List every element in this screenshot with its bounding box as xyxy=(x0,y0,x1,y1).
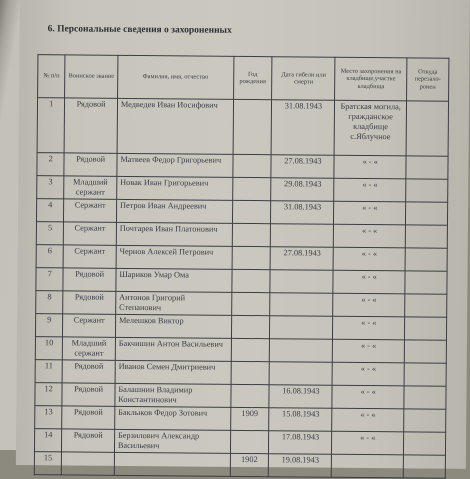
burial-place-cell xyxy=(332,454,404,478)
reburied-from-cell xyxy=(406,156,448,179)
full-name-cell: Антонов Григорий Степанович xyxy=(116,291,232,315)
table-body xyxy=(34,98,448,479)
paper-sheet xyxy=(16,0,470,469)
reburied-from-cell xyxy=(405,248,447,271)
birth-year-cell xyxy=(230,384,269,407)
table-row xyxy=(37,98,448,157)
full-name-cell: Бакчишин Антон Васильевич xyxy=(115,337,231,361)
table-header-row xyxy=(38,55,449,102)
full-name-cell: Новак Иван Григорьевич xyxy=(117,176,233,200)
full-name-cell: Балашнин Владимир Константинович xyxy=(115,383,231,407)
burial-place-cell: « - « xyxy=(333,293,405,317)
row-number-cell: 9 xyxy=(35,314,63,337)
row-number-cell: 5 xyxy=(36,222,64,245)
military-rank-cell: Младший сержант xyxy=(64,176,117,199)
row-number-cell: 6 xyxy=(36,245,64,268)
full-name-cell xyxy=(114,452,230,476)
full-name-cell: Баклыков Федор Зотович xyxy=(115,406,231,430)
birth-year-cell xyxy=(233,99,272,154)
burial-place-cell: Братская могила, гражданское кладбище с.Яблучное xyxy=(335,100,407,156)
military-rank-cell: Младший сержант xyxy=(63,337,116,360)
military-rank-cell xyxy=(62,452,115,475)
row-number-cell: 11 xyxy=(35,360,63,383)
burial-records-table xyxy=(34,54,450,479)
birth-year-cell xyxy=(232,200,271,223)
birth-year-cell xyxy=(232,223,271,246)
birth-year-cell: 1902 xyxy=(230,453,269,476)
column-header: Фамилия, имя, отчество xyxy=(117,55,233,99)
birth-year-cell xyxy=(231,315,270,338)
column-header: Дата гибели или смерти xyxy=(272,57,335,101)
row-number-cell: 3 xyxy=(37,176,65,199)
row-number-cell: 7 xyxy=(36,268,64,291)
burial-place-cell: « - « xyxy=(334,178,406,202)
reburied-from-cell xyxy=(404,409,446,432)
military-rank-cell: Рядовой xyxy=(64,153,117,176)
reburied-from-cell xyxy=(403,432,445,455)
death-date-cell: 29.08.1943 xyxy=(271,178,334,202)
column-header: Место захоронения на кладбище,участке кладбища xyxy=(335,57,407,101)
full-name-cell: Берзилович Александр Васильевич xyxy=(114,429,230,453)
death-date-cell: 17.08.1943 xyxy=(269,431,332,455)
death-date-cell: 19.08.1943 xyxy=(269,454,332,478)
death-date-cell: 27.08.1943 xyxy=(270,247,333,271)
burial-place-cell: « - « xyxy=(332,408,404,432)
row-number-cell: 10 xyxy=(35,337,63,360)
column-header: Год рождения xyxy=(233,56,272,99)
reburied-from-cell xyxy=(403,455,445,478)
death-date-cell: 31.08.1943 xyxy=(271,201,334,225)
burial-place-cell: « - « xyxy=(333,339,405,363)
burial-place-cell: « - « xyxy=(333,316,405,340)
military-rank-cell: Рядовой xyxy=(62,360,115,383)
reburied-from-cell xyxy=(406,179,448,202)
burial-place-cell: « - « xyxy=(334,247,406,271)
military-rank-cell: Рядовой xyxy=(64,98,117,153)
reburied-from-cell xyxy=(404,317,446,340)
death-date-cell: 15.08.1943 xyxy=(269,408,332,432)
death-date-cell: 31.08.1943 xyxy=(271,100,335,156)
military-rank-cell: Рядовой xyxy=(63,291,116,314)
death-date-cell xyxy=(270,270,333,294)
full-name-cell: Мелешков Виктор xyxy=(115,314,231,338)
death-date-cell xyxy=(270,293,333,317)
burial-place-cell: « - « xyxy=(332,385,404,409)
burial-place-cell: « - « xyxy=(333,362,405,386)
military-rank-cell: Сержант xyxy=(63,245,116,268)
military-rank-cell: Рядовой xyxy=(62,406,115,429)
full-name-cell: Шариков Умар Ома xyxy=(116,268,232,292)
column-header: № п/п xyxy=(38,55,66,98)
column-header: Воинское звание xyxy=(65,55,118,98)
death-date-cell xyxy=(269,362,332,386)
birth-year-cell xyxy=(232,154,271,177)
burial-place-cell: « - « xyxy=(334,201,406,225)
row-number-cell: 8 xyxy=(36,291,64,314)
military-rank-cell: Сержант xyxy=(63,314,116,337)
reburied-from-cell xyxy=(404,340,446,363)
birth-year-cell xyxy=(232,246,271,269)
birth-year-cell xyxy=(231,338,270,361)
row-number-cell: 15 xyxy=(34,452,62,475)
section-heading: 6. Персональные сведения о захороненных xyxy=(47,24,232,36)
birth-year-cell: 1909 xyxy=(230,407,269,430)
reburied-from-cell xyxy=(405,294,447,317)
burial-place-cell: « - « xyxy=(334,155,406,179)
military-rank-cell: Сержант xyxy=(64,222,117,245)
row-number-cell: 12 xyxy=(35,383,63,406)
death-date-cell: 16.08.1943 xyxy=(269,385,332,409)
row-number-cell: 2 xyxy=(37,153,65,176)
military-rank-cell: Рядовой xyxy=(62,429,115,452)
full-name-cell: Чернов Алексей Петрович xyxy=(116,245,232,269)
full-name-cell: Почтарев Иван Платонович xyxy=(116,222,232,246)
reburied-from-cell xyxy=(406,101,449,156)
reburied-from-cell xyxy=(405,202,447,225)
burial-place-cell: « - « xyxy=(334,224,406,248)
reburied-from-cell xyxy=(405,225,447,248)
reburied-from-cell xyxy=(404,363,446,386)
row-number-cell: 14 xyxy=(34,429,62,452)
row-number-cell: 4 xyxy=(36,199,64,222)
column-header: Откуда перезахо-ронен xyxy=(406,58,448,101)
full-name-cell: Петров Иван Андреевич xyxy=(116,199,232,223)
military-rank-cell: Рядовой xyxy=(62,383,115,406)
reburied-from-cell xyxy=(404,386,446,409)
birth-year-cell xyxy=(232,177,271,200)
full-name-cell: Матвеев Федор Григорьевич xyxy=(117,153,233,177)
burial-place-cell: « - « xyxy=(333,270,405,294)
death-date-cell xyxy=(270,339,333,363)
row-number-cell: 13 xyxy=(35,406,63,429)
full-name-cell: Медведев Иван Иосифович xyxy=(117,98,233,154)
death-date-cell xyxy=(270,316,333,340)
reburied-from-cell xyxy=(405,271,447,294)
military-rank-cell: Рядовой xyxy=(63,268,116,291)
burial-place-cell: « - « xyxy=(332,431,404,455)
birth-year-cell xyxy=(231,269,270,292)
military-rank-cell: Сержант xyxy=(64,199,117,222)
birth-year-cell xyxy=(231,292,270,315)
death-date-cell: 27.08.1943 xyxy=(271,155,334,179)
row-number-cell: 1 xyxy=(37,98,65,153)
table-row xyxy=(34,452,445,479)
birth-year-cell xyxy=(230,430,269,453)
death-date-cell xyxy=(271,224,334,248)
birth-year-cell xyxy=(231,361,270,384)
full-name-cell: Иванов Семен Дмитриевич xyxy=(115,360,231,384)
